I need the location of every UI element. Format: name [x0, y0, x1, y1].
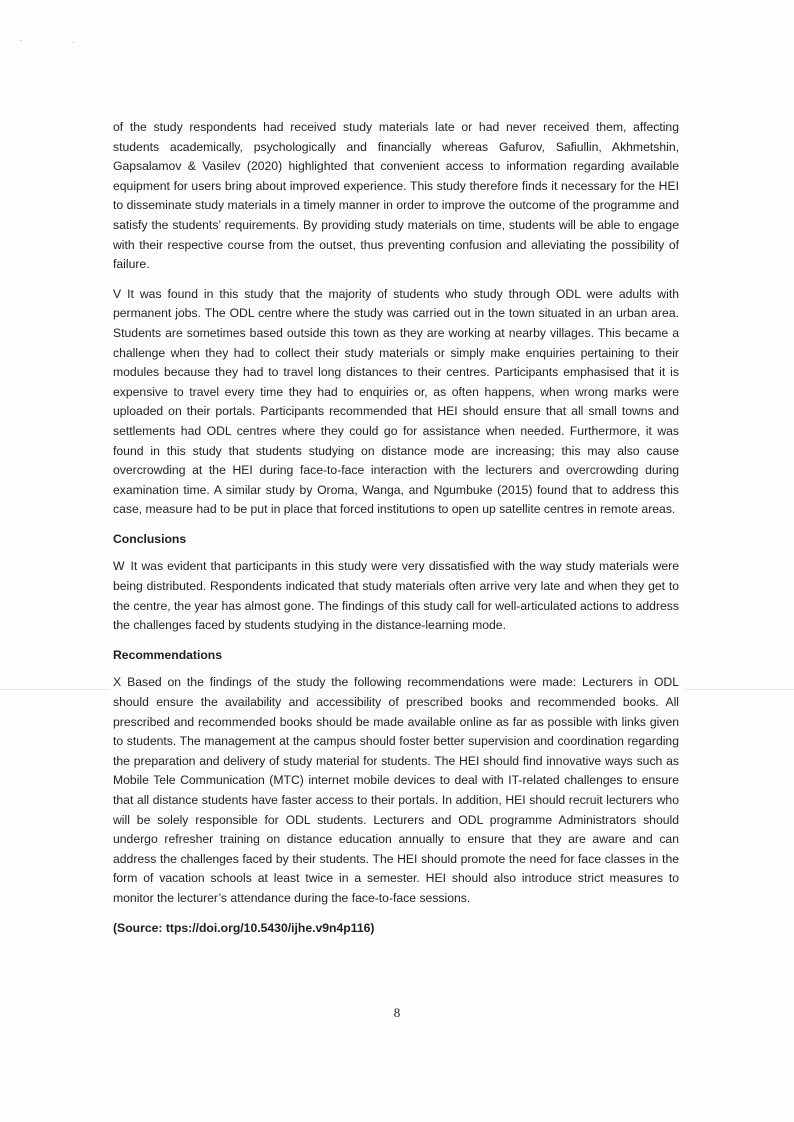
- paragraph-x: [113, 673, 679, 908]
- page-number: 8: [393, 1005, 401, 1020]
- paragraph-text: of the study respondents had received study materials late or had never received them, affecting students academically, psychologically and financially whereas Gafurov, Safiullin, Akhmetshin, Gapsalamov & Vasilev (2020) highlighted that convenient access to information regarding available equipment for users bring about improved experience. This study therefore finds it necessary for the HEI to disseminate study materials in a timely manner in order to improve the outcome of the programme and satisfy the students’ requirements. By providing study materials on time, students will be able to engage with their respective course from the outset, thus preventing confusion and alleviating the possibility of failure.: [113, 120, 679, 272]
- paragraph-w: [113, 557, 679, 635]
- paragraph-v: [113, 285, 679, 520]
- document-body: [113, 118, 679, 938]
- scan-speck: [72, 42, 74, 43]
- paragraph-marker: V: [113, 286, 122, 301]
- scan-artifact-line: [686, 689, 794, 690]
- paragraph-marker: X: [113, 675, 122, 690]
- source-citation: (Source: ttps://doi.org/10.5430/ijhe.v9n4p116): [113, 920, 375, 935]
- recommendations-heading: Recommendations: [113, 647, 223, 662]
- scan-speck: [20, 40, 22, 41]
- paragraph-text: It was evident that participants in this study were very dissatisfied with the way study materials were being distributed. Respondents indicated that study materials often arrive very late and when they get to the centre, the year has almost gone. The findings of this study call for well-articulated actions to address the challenges faced by students studying in the distance-learning mode.: [113, 559, 679, 633]
- paragraph-marker: W: [113, 559, 125, 574]
- paragraph-text: It was found in this study that the majority of students who study through ODL were adults with permanent jobs. The ODL centre where the study was carried out in the town situated in an urban area. Students are sometimes based outside this town as they are working at nearby villages. This became a challenge when they had to collect their study materials or simply make enquiries pertaining to their modules because they had to travel long distances to their centres. Participants emphasised that it is expensive to travel every time they had to enquiries or, as often happens, when wrong marks were uploaded on their portals. Participants recommended that HEI should ensure that all small towns and settlements had ODL centres where they could go for assistance when needed. Furthermore, it was found in this study that students studying on distance mode are increasing; this may also cause overcrowding at the HEI during face-to-face interaction with the lecturers and overcrowding during examination time. A similar study by Oroma, Wanga, and Ngumbuke (2015) found that to address this case, measure had to be put in place that forced institutions to open up satellite centres in remote areas.: [113, 286, 679, 517]
- scan-artifact-line: [0, 689, 110, 690]
- conclusions-heading: Conclusions: [113, 531, 187, 546]
- paragraph-text: Based on the findings of the study the following recommendations were made: Lecturers in ODL should ensure the availability and accessibility of prescribed books and recommended books. All prescribed and recommended books should be made available online as far as possible with links given to students. The management at the campus should foster better supervision and coordination regarding the preparation and delivery of study material for students. The HEI should find innovative ways such as Mobile Tele Communication (MTC) internet mobile devices to deal with IT-related challenges to ensure that all distance students have faster access to their portals. In addition, HEI should recruit lecturers who will be solely responsible for ODL students. Lecturers and ODL programme Administrators should undergo refresher training on distance education annually to ensure that they are aware and can address the challenges faced by their students. The HEI should promote the need for face classes in the form of vacation schools at least twice in a semester. HEI should also introduce strict measures to monitor the lecturer’s attendance during the face-to-face sessions.: [113, 675, 679, 905]
- paragraph-continuation: [113, 118, 679, 275]
